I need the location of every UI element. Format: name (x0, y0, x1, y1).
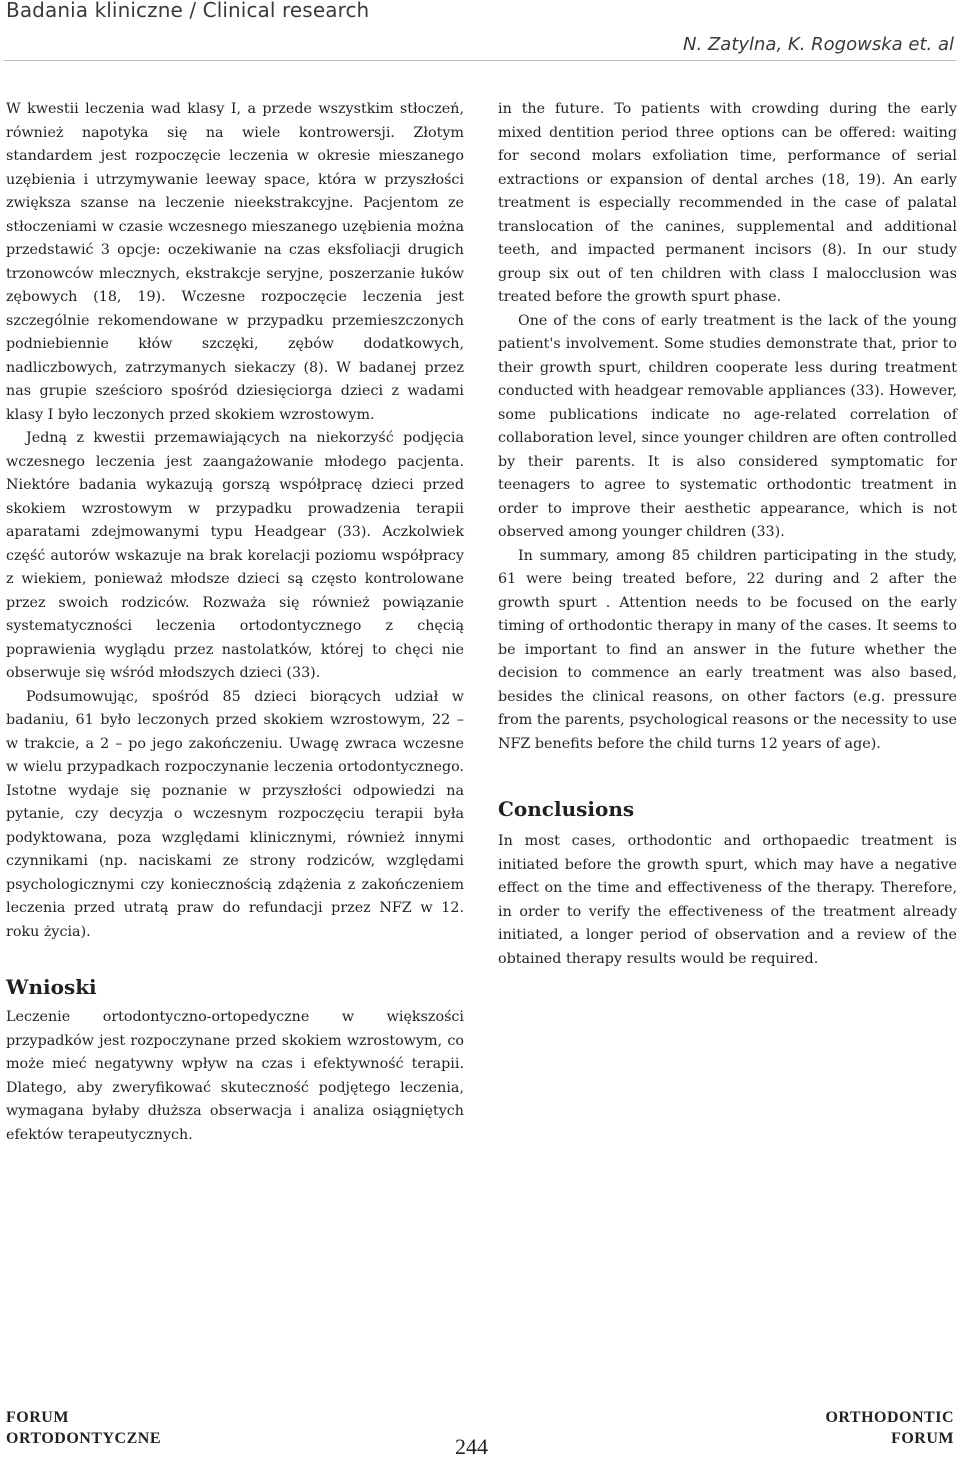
running-header-authors: N. Zatylna, K. Rogowska et. al (683, 34, 954, 55)
body-paragraph: One of the cons of early treatment is the lack of the young patient's involvement. Some studies demonstrate that, prior to their growth spurt, children cooperate less during treatment conducted with headgear removable appliances (33). However, some publications indicate no age-related correlation of collaboration level, since younger children are often controlled by their parents. It is also considered symptomatic for teenagers to agree to systematic orthodontic treatment in order to improve their aesthetic appearance, which is not observed among younger children (33). (498, 312, 957, 540)
footer-journal-name-polish (6, 1407, 161, 1449)
page-number: 244 (455, 1434, 488, 1459)
conclusions-paragraph: Leczenie ortodontyczno-ortopedyczne w większości przypadków jest rozpoczynane przed skokiem wzrostowym, co może mieć negatywny wpływ na czas i efektywność terapii. Dlatego, aby zweryfikować skuteczność podjętego leczenia, wymagana byłaby dłuższa obserwacja i analiza osiągniętych efektów terapeutycznych. (6, 1009, 464, 1143)
footer-line: ORTHODONTIC (825, 1409, 954, 1426)
section-heading-wnioski: Wnioski (6, 975, 97, 999)
footer-line: ORTODONTYCZNE (6, 1430, 161, 1447)
body-paragraph: Jedną z kwestii przemawiających na niekorzyść podjęcia wczesnego leczenia jest zaangażowanie młodego pacjenta. Niektóre badania wykazują gorszą współpracę dzieci przed skokiem wzrostowym w przypadku prowadzenia terapii aparatami zdejmowanymi typu Headgear (33). Aczkolwiek część autorów wskazuje na brak korelacji poziomu współpracy z wiekiem, ponieważ młodsze dzieci są często kontrolowane przez swoich rodziców. Rozważa się również powiązanie systematyczności leczenia ortodontycznego z chęcią poprawienia wyglądu przez nastolatków, której to chęci nie obserwuje się wśród młodszych dzieci (33). (6, 430, 464, 681)
conclusions-paragraph: In most cases, orthodontic and orthopaedic treatment is initiated before the growth spurt, which may have a negative effect on the time and effectiveness of the therapy. Therefore, in order to verify the effectiveness of the treatment already initiated, a longer period of observation and a review of the obtained therapy results would be required. (498, 833, 957, 967)
section-heading-conclusions: Conclusions (498, 797, 635, 821)
footer-journal-name-english (825, 1407, 954, 1449)
body-paragraph: in the future. To patients with crowding during the early mixed dentition period three options can be offered: waiting for second molars exfoliation time, performance of serial extractions or expansion of dental arches (18, 19). An early treatment is especially recommended in the case of palatal translocation of the canines, supplemental and additional teeth, and impacted permanent incisors (8). In our study group six out of ten children with class I malocclusion was treated before the growth spurt phase. (498, 101, 957, 305)
body-paragraph: W kwestii leczenia wad klasy I, a przede wszystkim stłoczeń, również napotyka się na wiele kontrowersji. Złotym standardem jest rozpoczęcie leczenia w okresie mieszanego uzębienia i utrzymywanie leeway space, która w przyszłości zwiększa szanse na leczenie nieekstrakcyjne. Pacjentom ze stłoczeniami w czasie wczesnego mieszanego uzębienia można przedstawić 3 opcje: oczekiwanie na czas eksfoliacji drugich trzonowców mlecznych, ekstrakcje seryjne, poszerzanie łuków zębowych (18, 19). Wczesne rozpoczęcie leczenia jest szczególnie rekomendowane w przypadku przemieszczonych podniebiennie kłów szczęki, zębów dodatkowych, nadliczbowych, zatrzymanych siekaczy (8). W badanej przez nas grupie sześcioro spośród dziesięciorga dzieci z wadami klasy I było leczonych przed skokiem wzrostowym. (6, 101, 464, 423)
right-column-english (498, 98, 957, 971)
body-paragraph: In summary, among 85 children participating in the study, 61 were being treated before, 22 during and 2 after the growth spurt . Attention needs to be focused on the early timing of orthodontic therapy in many of the cases. It seems to be important to find an answer in the future whether the decision to commence an early treatment was also based, besides the clinical reasons, on other factors (e.g. pressure from the parents, psychological reasons or the necessity to use NFZ benefits before the child turns 12 years of age). (498, 547, 957, 752)
running-header-section: Badania kliniczne / Clinical research (6, 0, 370, 22)
left-column-polish (6, 98, 464, 1147)
footer-line: FORUM (6, 1409, 69, 1426)
header-divider (4, 60, 956, 61)
body-paragraph: Podsumowując, spośród 85 dzieci biorących udział w badaniu, 61 było leczonych przed skokiem wzrostowym, 22 – w trakcie, a 2 – po jego zakończeniu. Uwagę zwraca wczesne w wielu przypadkach rozpoczynanie leczenia ortodontycznego. Istotne wydaje się poznanie w przyszłości odpowiedzi na pytanie, czy decyzja o wczesnym rozpoczęciu terapii była podyktowana, poza względami klinicznymi, również innymi czynnikami (np. naciskami ze strony rodziców, względami psychologicznymi czy koniecznością zdążenia z zakończeniem leczenia przed utratą praw do refundacji przez NFZ w 12. roku życia). (6, 688, 464, 940)
footer-line: FORUM (891, 1430, 954, 1447)
